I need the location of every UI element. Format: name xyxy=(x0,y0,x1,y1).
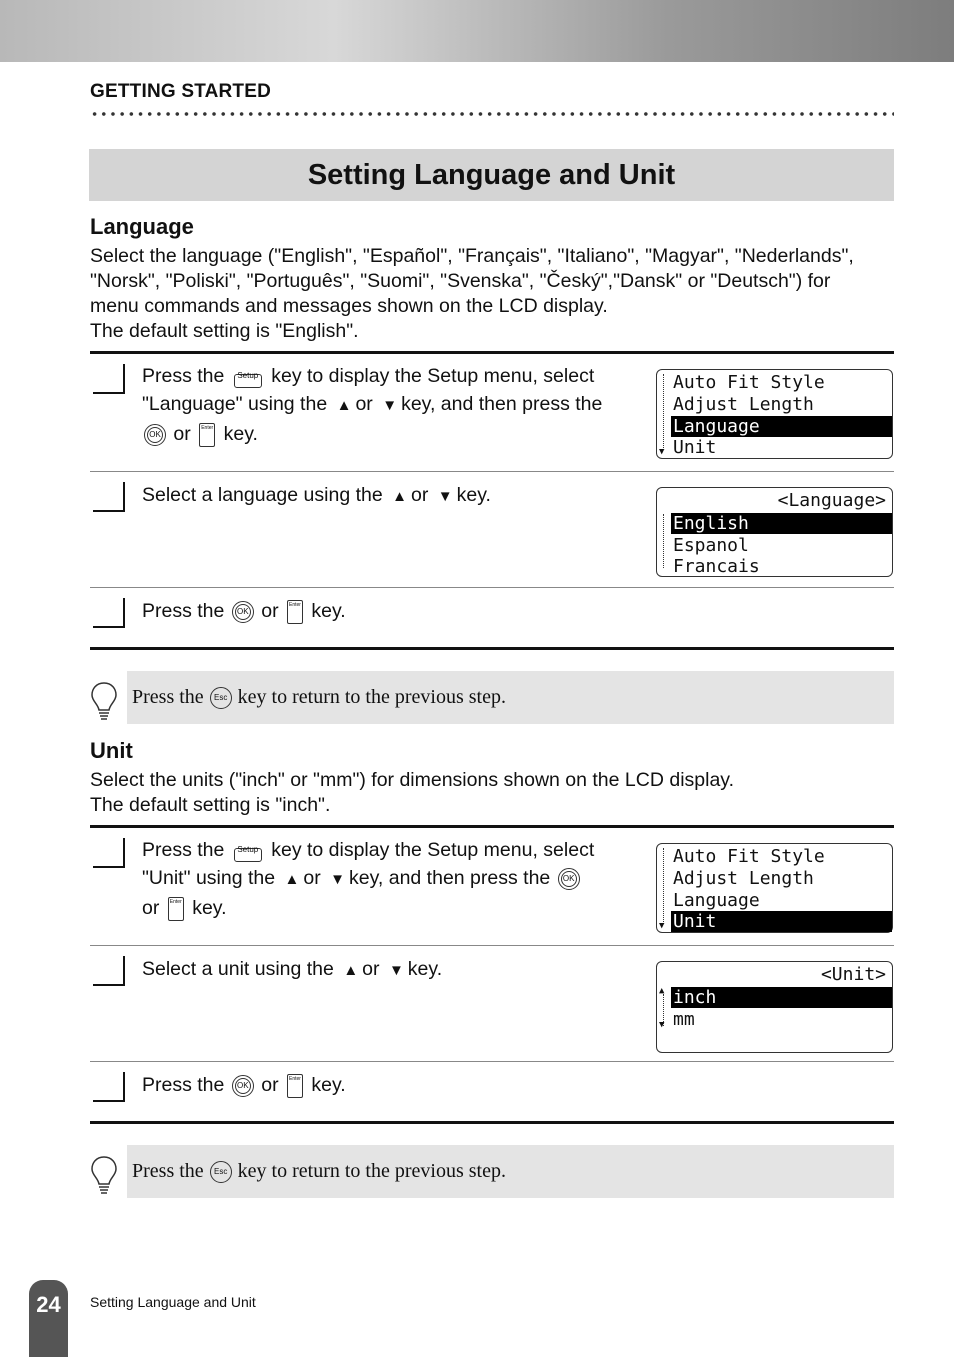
ok-key-icon: OK xyxy=(232,601,254,623)
scroll-up-icon: ▲ xyxy=(659,986,665,996)
desc-line: menu commands and messages shown on the LCD display. xyxy=(90,295,608,317)
step-marker xyxy=(93,838,125,868)
enter-key-icon: Enter xyxy=(287,600,303,624)
desc-line: Select the units ("inch" or "mm") for dimensions shown on the LCD display. xyxy=(90,769,735,791)
down-arrow-icon: ▼ xyxy=(437,488,453,505)
lcd-row-selected: English xyxy=(671,513,892,534)
steps-bottom-rule xyxy=(90,647,894,650)
lcd-row-selected: Unit xyxy=(671,911,892,932)
step-divider xyxy=(90,1061,894,1062)
desc-line: "Norsk", "Poliski", "Português", "Suomi", "Svenska", "Český","Dansk" or "Deutsch") for xyxy=(90,270,831,292)
ok-key-icon: OK xyxy=(144,424,166,446)
section-label: GETTING STARTED xyxy=(90,81,272,102)
enter-key-icon: Enter xyxy=(287,1074,303,1098)
desc-line: The default setting is "English". xyxy=(90,320,359,342)
unit-step-1: Press the Setup key to display the Setup menu, select "Unit" using the ▲ or ▼ key, and then press the OK or Enter key. xyxy=(142,839,595,919)
hint-box: Press the Esc key to return to the previous step. xyxy=(127,671,894,724)
up-arrow-icon: ▲ xyxy=(343,962,359,979)
language-description xyxy=(90,244,900,344)
lcd-setup-menu-unit xyxy=(656,843,893,933)
steps-bottom-rule xyxy=(90,1121,894,1124)
steps-top-rule xyxy=(90,351,894,354)
language-heading: Language xyxy=(90,214,194,239)
unit-step-2: Select a unit using the ▲ or ▼ key. xyxy=(142,955,642,985)
scroll-down-icon: ▼ xyxy=(659,1020,665,1030)
enter-key-icon: Enter xyxy=(168,897,184,921)
lcd-row: Language xyxy=(673,890,760,911)
lcd-header: <Language> xyxy=(777,490,886,511)
down-arrow-icon: ▼ xyxy=(382,397,398,414)
step-divider xyxy=(90,587,894,588)
esc-key-icon: Esc xyxy=(210,1161,232,1183)
language-step-3: Press the OK or Enter key. xyxy=(142,600,346,622)
dotted-divider xyxy=(90,110,894,118)
down-arrow-icon: ▼ xyxy=(330,871,345,888)
scroll-down-icon: ▼ xyxy=(659,921,665,931)
setup-key-icon: Setup xyxy=(234,848,262,862)
footer-title: Setting Language and Unit xyxy=(90,1294,256,1310)
lcd-row: Auto Fit Style xyxy=(673,372,825,393)
page-title-box xyxy=(89,149,894,201)
step-marker xyxy=(93,364,125,394)
lcd-row-selected: inch xyxy=(671,987,892,1008)
header-band xyxy=(0,0,954,62)
desc-line: The default setting is "inch". xyxy=(90,794,331,816)
scroll-indicator xyxy=(663,374,664,450)
lcd-setup-menu-language xyxy=(656,369,893,459)
lcd-row: mm xyxy=(673,1009,695,1030)
steps-top-rule xyxy=(90,825,894,828)
lcd-row: Auto Fit Style xyxy=(673,846,825,867)
page-title: Setting Language and Unit xyxy=(307,158,676,191)
step-divider xyxy=(90,945,894,946)
up-arrow-icon: ▲ xyxy=(392,488,407,505)
hint-box: Press the Esc key to return to the previous step. xyxy=(127,1145,894,1198)
lcd-header: <Unit> xyxy=(820,964,886,985)
step-marker xyxy=(93,956,125,986)
step-divider xyxy=(90,471,894,472)
esc-key-icon: Esc xyxy=(210,687,232,709)
unit-heading: Unit xyxy=(90,738,133,763)
scroll-indicator xyxy=(663,848,664,924)
unit-description xyxy=(90,768,900,818)
step-marker xyxy=(93,598,125,628)
language-step-1: Press the Setup key to display the Setup menu, select "Language" using the ▲ or ▼ key, and then press the OK or Enter key. xyxy=(142,365,603,445)
lcd-row: Francais xyxy=(673,556,760,577)
lcd-language-list xyxy=(656,487,893,577)
lightbulb-icon xyxy=(90,680,118,726)
language-step-2: Select a language using the ▲ or ▼ key. xyxy=(142,481,642,511)
up-arrow-icon: ▲ xyxy=(284,871,300,888)
scroll-down-icon: ▼ xyxy=(659,447,665,457)
up-arrow-icon: ▲ xyxy=(336,397,352,414)
lightbulb-icon xyxy=(90,1154,118,1200)
step-marker xyxy=(93,1072,125,1102)
lcd-row: Unit xyxy=(673,437,717,458)
step-marker xyxy=(93,482,125,512)
scroll-indicator xyxy=(663,514,664,568)
unit-step-3: Press the OK or Enter key. xyxy=(142,1074,346,1096)
desc-line: Select the language ("English", "Español", "Français", "Italiano", "Magyar", "Nederlands", xyxy=(90,245,854,267)
lcd-row: Adjust Length xyxy=(673,868,814,889)
ok-key-icon: OK xyxy=(232,1075,254,1097)
lcd-row: Espanol xyxy=(673,535,749,556)
setup-key-icon: Setup xyxy=(234,374,262,388)
page-number: 24 xyxy=(29,1280,68,1357)
down-arrow-icon: ▼ xyxy=(388,962,404,979)
ok-key-icon: OK xyxy=(558,868,580,890)
lcd-row: Adjust Length xyxy=(673,394,814,415)
lcd-row-selected: Language xyxy=(671,416,892,437)
enter-key-icon: Enter xyxy=(199,423,215,447)
lcd-unit-list xyxy=(656,961,893,1053)
